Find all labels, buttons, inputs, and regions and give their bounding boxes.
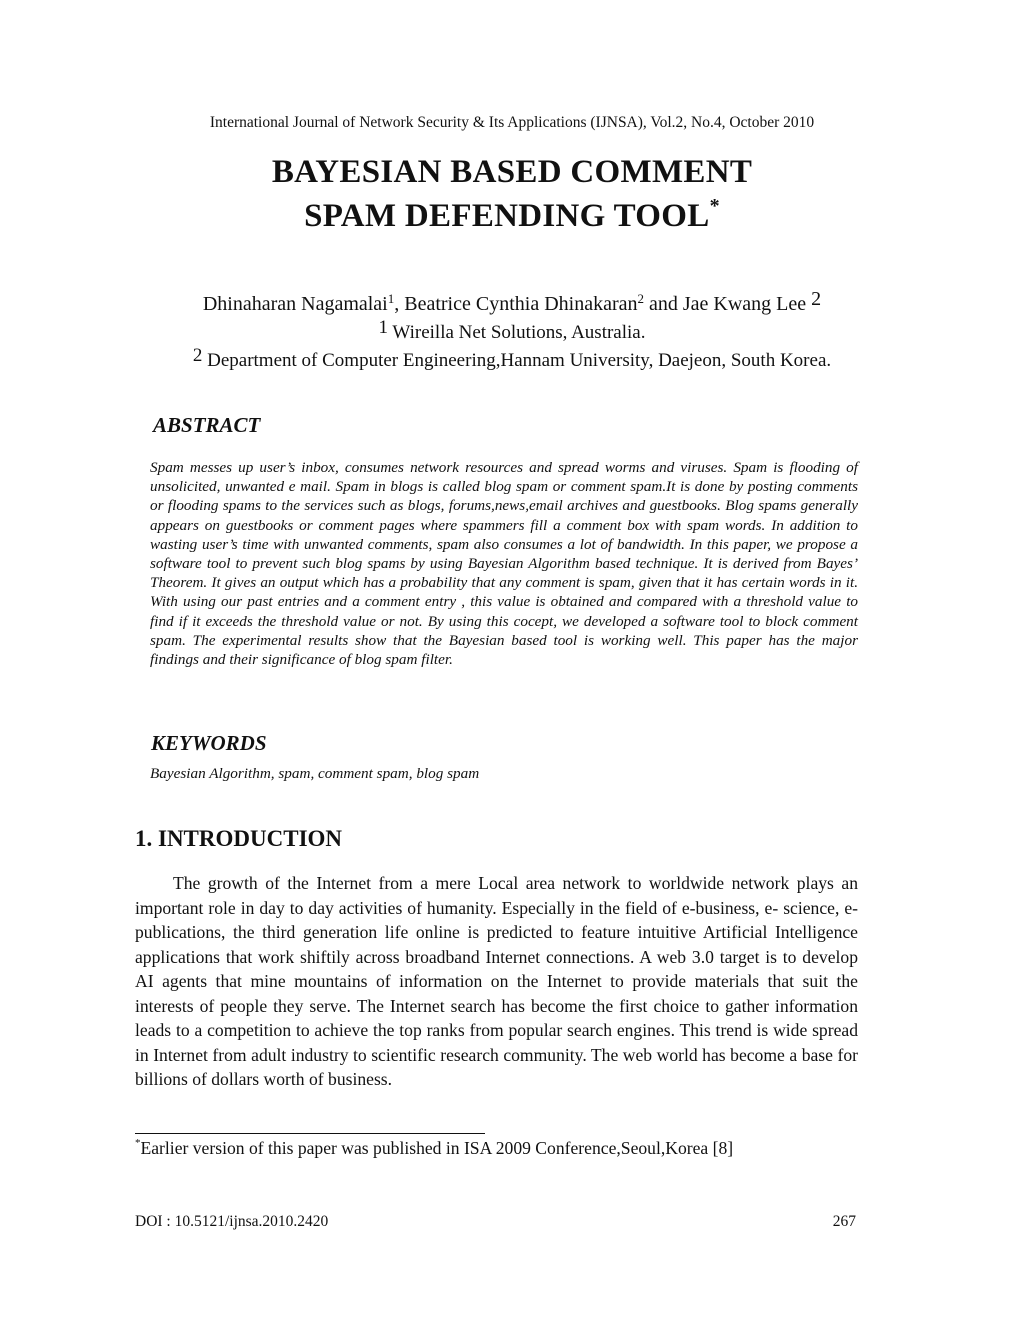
affiliation-1: 1 Wireilla Net Solutions, Australia. [378,317,646,343]
author-list: Dhinaharan Nagamalai$^1$, Beatrice Cynthia Dhinakaran$^2$ and Jae Kwang Lee 2 [202,288,822,315]
abstract-line: guestbooks. Blog spams generally appears on guestbooks or comment pages where spammers fill a [150,497,859,534]
page-number: 267 [832,1213,856,1230]
intro-line: choice to gather information leads to a competition to achieve the top ranks from popular search [135,995,858,1040]
intro-line: important role in day to day activities of humanity. Especially in the field of e-business, e- [135,897,779,918]
author-1: Dhinaharan Nagamalai [202,293,388,315]
footnote-divider [135,1133,485,1134]
intro-line: community. The web world has become a base for billions of dollars worth of business. [135,1044,858,1089]
intro-line: science, e-publications, the third generation life online is predicted to feature intuitive Artificial [135,897,858,942]
intro-line: target is to develop AI agents that mine mountains of information on the Internet to provide [135,946,858,991]
abstract-body [150,458,858,669]
abstract-line: entries and a comment entry , this value is obtained and compared with a threshold value to find if it [150,593,859,630]
introduction-heading: 1. INTRODUCTION [135,826,343,851]
running-header: International Journal of Network Security & Its Applications (IJNSA), Vol.2, No.4, October 2010 [209,114,815,131]
abstract-line: Spam messes up user’s inbox, consumes network resources and spread worms and viruses. Spam is [150,459,784,476]
intro-line: materials that suit the interests of people they serve. The Internet search has become the first [135,971,858,1016]
keywords-list: Bayesian Algorithm, spam, comment spam, blog spam [150,765,480,782]
affiliation-2: 2 Department of Computer Engineering,Hannam University, Daejeon, South Korea. [192,345,832,371]
footnote: *Earlier version of this paper was published in ISA 2009 Conference,Seoul,Korea [8] [135,1137,734,1158]
author-3: and Jae Kwang Lee [644,293,812,315]
abstract-line: has a probability that any comment is spam, given that it has certain words in it. With using our past [150,574,858,611]
footnote-mark: * [135,1137,141,1149]
author-2: , Beatrice Cynthia Dhinakaran [394,293,638,315]
abstract-line: using Bayesian Algorithm based technique. It is derived from Bayes’ Theorem. It gives an output which [150,555,859,592]
introduction-body [135,871,858,1092]
paper-title-line-1: BAYESIAN BASED COMMENT [271,154,753,190]
title-footnote-mark: * [709,195,720,217]
abstract-line: major findings and their significance of blog spam filter. [150,631,859,669]
abstract-line: comment box with spam words. In addition to wasting user’s time with unwanted comments, spam also [150,516,858,553]
paper-title-line-2: SPAM DEFENDING TOOL* [304,195,720,234]
abstract-heading: ABSTRACT [153,413,261,437]
intro-line: engines. This trend is wide spread in Internet from adult industry to scientific research [135,1020,858,1065]
intro-line: Intelligence applications that work shiftily across broadband Internet connections. A web 3.0 [135,922,858,967]
abstract-line: by posting comments or flooding spams to the services such as blogs, forums,news,email archives and [150,478,858,515]
abstract-line: spam. The experimental results show that the Bayesian based tool is working well. This paper has the [150,631,815,649]
doi-label: DOI : 10.5121/ijnsa.2010.2420 [135,1213,329,1230]
intro-line: The growth of the Internet from a mere Local area network to worldwide network plays an [173,873,858,893]
abstract-line: flooding of unsolicited, unwanted e mail. Spam in blogs is called blog spam or comment spam.It is done [150,459,858,496]
keywords-heading: KEYWORDS [151,731,267,755]
abstract-line: consumes a lot of bandwidth. In this paper, we propose a software tool to prevent such blog spams by [150,535,858,573]
abstract-line: exceeds the threshold value or not. By using this cocept, we developed a software tool to block comment [205,612,858,630]
